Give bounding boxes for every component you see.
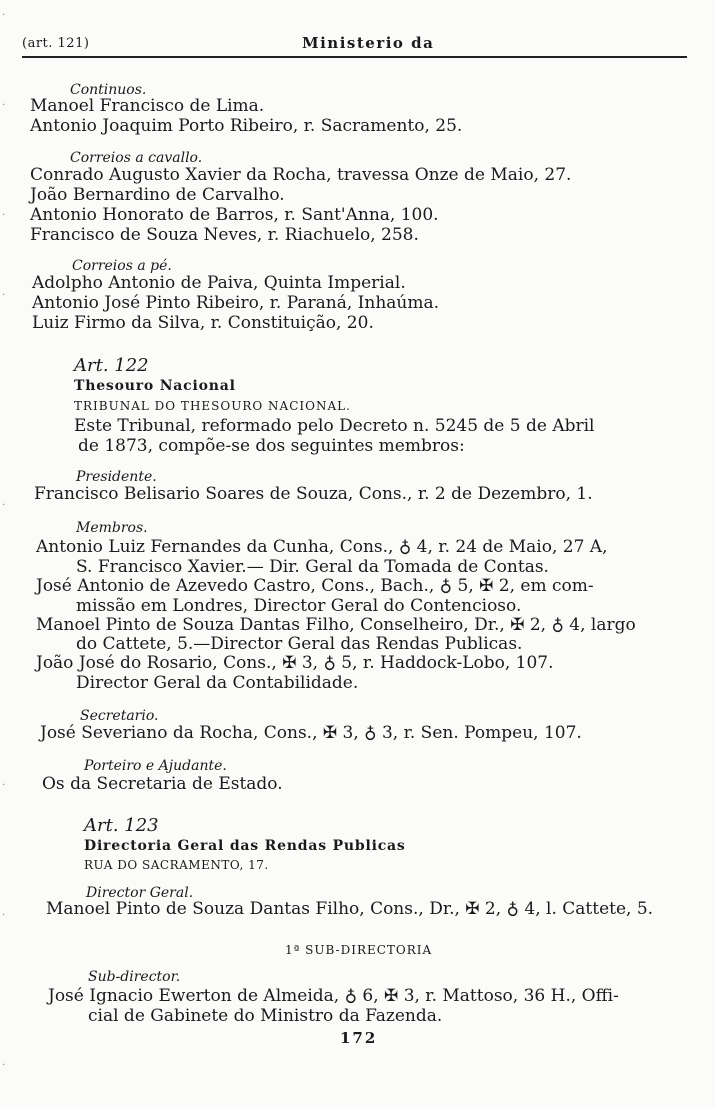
subdirector-heading: Sub-director. (88, 969, 181, 985)
membro-line-4: missão em Londres, Director Geral do Contencioso. (76, 596, 522, 616)
director-entry: Manoel Pinto de Souza Dantas Filho, Cons., Dr., ✠ 2, ♁ 4, l. Cattete, 5. (46, 899, 654, 919)
correios-cavallo-line-2: João Bernardino de Carvalho. (30, 185, 285, 205)
membro-line-7: João José do Rosario, Cons., ✠ 3, ♁ 5, r. Haddock-Lobo, 107. (36, 653, 554, 673)
secretario-heading: Secretario. (80, 708, 159, 724)
art-122-intro-1: Este Tribunal, reformado pelo Decreto n. 5245 de 5 de Abril (74, 416, 595, 436)
correios-cavallo-line-4: Francisco de Souza Neves, r. Riachuelo, 258. (30, 225, 419, 245)
continuos-heading: Continuos. (70, 82, 147, 98)
margin-speck: · (2, 500, 6, 511)
correios-pe-line-2: Antonio José Pinto Ribeiro, r. Paraná, Inhaúma. (32, 293, 440, 313)
correios-cavallo-line-1: Conrado Augusto Xavier da Rocha, travessa Onze de Maio, 27. (30, 165, 572, 185)
margin-speck: · (2, 910, 6, 921)
porteiro-entry: Os da Secretaria de Estado. (42, 774, 283, 794)
page-number: 172 (340, 1029, 378, 1047)
margin-speck: · (2, 780, 6, 791)
margin-speck: · (2, 290, 6, 301)
correios-pe-line-1: Adolpho Antonio de Paiva, Quinta Imperial. (32, 273, 406, 293)
art-122-label: Art. 122 (74, 355, 149, 376)
continuos-line-2: Antonio Joaquim Porto Ribeiro, r. Sacramento, 25. (30, 116, 463, 136)
margin-speck: · (2, 210, 6, 221)
margin-speck: · (2, 10, 6, 21)
porteiro-heading: Porteiro e Ajudante. (84, 758, 227, 774)
art-123-label: Art. 123 (84, 815, 159, 836)
subdirector-line-1: José Ignacio Ewerton de Almeida, ♁ 6, ✠ 3, r. Mattoso, 36 H., Offi- (48, 986, 619, 1006)
presidente-entry: Francisco Belisario Soares de Souza, Cons., r. 2 de Dezembro, 1. (34, 484, 593, 504)
membro-line-2: S. Francisco Xavier.— Dir. Geral da Tomada de Contas. (76, 557, 549, 577)
art-123-subtitle: RUA DO SACRAMENTO, 17. (84, 858, 269, 872)
correios-pe-heading: Correios a pé. (72, 258, 172, 274)
subdirectoria-title: 1ª SUB-DIRECTORIA (285, 943, 433, 957)
membro-line-5: Manoel Pinto de Souza Dantas Filho, Conselheiro, Dr., ✠ 2, ♁ 4, largo (36, 615, 636, 635)
membro-line-1: Antonio Luiz Fernandes da Cunha, Cons., ♁ 4, r. 24 de Maio, 27 A, (36, 537, 608, 557)
presidente-heading: Presidente. (76, 469, 157, 485)
membros-heading: Membros. (76, 520, 148, 536)
director-heading: Director Geral. (86, 885, 194, 901)
correios-cavallo-line-3: Antonio Honorato de Barros, r. Sant'Anna, 100. (30, 205, 439, 225)
art-122-title: Thesouro Nacional (74, 378, 236, 394)
article-reference: (art. 121) (22, 36, 90, 51)
margin-speck: · (2, 100, 6, 111)
membro-line-3: José Antonio de Azevedo Castro, Cons., Bach., ♁ 5, ✠ 2, em com- (36, 576, 594, 596)
continuos-line-1: Manoel Francisco de Lima. (30, 96, 265, 116)
membro-line-6: do Cattete, 5.—Director Geral das Rendas Publicas. (76, 634, 523, 654)
header-rule (22, 56, 687, 58)
correios-pe-line-3: Luiz Firmo da Silva, r. Constituição, 20. (32, 313, 374, 333)
header-title: Ministerio da (302, 34, 435, 52)
correios-cavallo-heading: Correios a cavallo. (70, 150, 203, 166)
art-122-intro-2: de 1873, compõe-se dos seguintes membros: (78, 436, 465, 456)
margin-speck: · (2, 1060, 6, 1071)
art-123-title: Directoria Geral das Rendas Publicas (84, 838, 406, 854)
art-122-subtitle: TRIBUNAL DO THESOURO NACIONAL. (74, 399, 351, 413)
running-header (22, 34, 687, 54)
subdirector-line-2: cial de Gabinete do Ministro da Fazenda. (88, 1006, 443, 1026)
secretario-entry: José Severiano da Rocha, Cons., ✠ 3, ♁ 3, r. Sen. Pompeu, 107. (40, 723, 582, 743)
membro-line-8: Director Geral da Contabilidade. (76, 673, 359, 693)
